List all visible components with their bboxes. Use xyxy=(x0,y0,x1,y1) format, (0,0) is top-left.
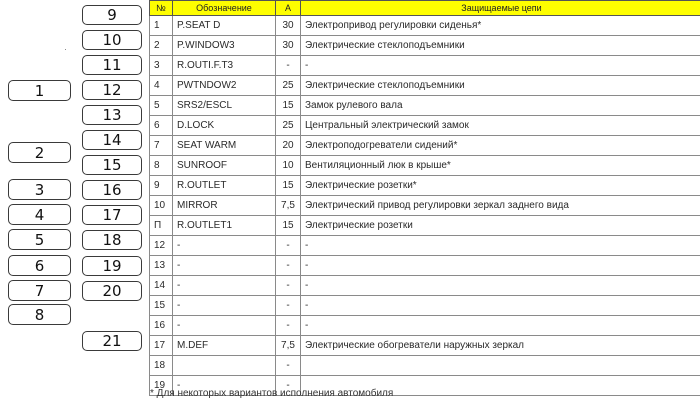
table-row xyxy=(150,256,700,276)
stray-dot: · xyxy=(148,348,151,358)
cell-circuit: Электрические стеклоподъемники xyxy=(301,36,700,56)
stray-dot: · xyxy=(64,44,67,54)
footnote: * Для некоторых вариантов исполнения автомобиля xyxy=(150,388,394,399)
table-row xyxy=(150,336,700,356)
table-row xyxy=(150,76,700,96)
cell-amperage: - xyxy=(276,376,301,396)
cell-circuit: - xyxy=(301,56,700,76)
cell-amperage: 30 xyxy=(276,16,301,36)
cell-designation: R.OUTLET xyxy=(173,176,276,196)
fuse-6: 6 xyxy=(8,255,71,276)
cell-amperage: 15 xyxy=(276,216,301,236)
table-row xyxy=(150,136,700,156)
cell-number: 13 xyxy=(150,256,173,276)
cell-number: 2 xyxy=(150,36,173,56)
cell-circuit: - xyxy=(301,316,700,336)
cell-number: 8 xyxy=(150,156,173,176)
cell-designation: - xyxy=(173,256,276,276)
cell-amperage: 25 xyxy=(276,76,301,96)
cell-designation: P.SEAT D xyxy=(173,16,276,36)
fuse-17: 17 xyxy=(82,205,142,225)
cell-circuit: Электрический привод регулировки зеркал заднего вида xyxy=(301,196,700,216)
cell-designation: P.WINDOW3 xyxy=(173,36,276,56)
cell-amperage: - xyxy=(276,256,301,276)
cell-amperage: 20 xyxy=(276,136,301,156)
fuse-2: 2 xyxy=(8,142,71,163)
fuse-12: 12 xyxy=(82,80,142,100)
fuse-15: 15 xyxy=(82,155,142,175)
cell-circuit: Электрические розетки xyxy=(301,216,700,236)
cell-number: 5 xyxy=(150,96,173,116)
table-row xyxy=(150,96,700,116)
cell-designation: SRS2/ESCL xyxy=(173,96,276,116)
cell-circuit: Центральный электрический замок xyxy=(301,116,700,136)
table-row xyxy=(150,116,700,136)
table-header-row xyxy=(150,1,700,16)
cell-number: 14 xyxy=(150,276,173,296)
fuse-1: 1 xyxy=(8,80,71,101)
cell-designation: - xyxy=(173,236,276,256)
fuse-5: 5 xyxy=(8,229,71,250)
fuse-11: 11 xyxy=(82,55,142,75)
cell-amperage: 15 xyxy=(276,176,301,196)
table-row xyxy=(150,276,700,296)
cell-amperage: 7,5 xyxy=(276,336,301,356)
cell-number: 7 xyxy=(150,136,173,156)
table-row xyxy=(150,56,700,76)
cell-amperage: - xyxy=(276,236,301,256)
cell-number: 19 xyxy=(150,376,173,396)
cell-designation: SUNROOF xyxy=(173,156,276,176)
header-amperage: A xyxy=(276,1,301,16)
header-circuits: Защищаемые цепи xyxy=(301,1,700,16)
cell-circuit: - xyxy=(301,276,700,296)
cell-number: 6 xyxy=(150,116,173,136)
cell-circuit: Электрические стеклоподъемники xyxy=(301,76,700,96)
fuse-7: 7 xyxy=(8,280,71,301)
fuse-16: 16 xyxy=(82,180,142,200)
table-row xyxy=(150,316,700,336)
fuse-20: 20 xyxy=(82,281,142,301)
table-row xyxy=(150,196,700,216)
cell-designation: SEAT WARM xyxy=(173,136,276,156)
table-row xyxy=(150,36,700,56)
cell-number: 17 xyxy=(150,336,173,356)
cell-designation: - xyxy=(173,376,276,396)
cell-designation: - xyxy=(173,276,276,296)
cell-circuit: - xyxy=(301,256,700,276)
fuse-10: 10 xyxy=(82,30,142,50)
cell-number: П xyxy=(150,216,173,236)
cell-designation: - xyxy=(173,296,276,316)
cell-amperage: 7,5 xyxy=(276,196,301,216)
table-row xyxy=(150,216,700,236)
cell-amperage: - xyxy=(276,56,301,76)
fuse-9: 9 xyxy=(82,5,142,25)
cell-number: 10 xyxy=(150,196,173,216)
table-row xyxy=(150,356,700,376)
header-number: № xyxy=(150,1,173,16)
cell-amperage: - xyxy=(276,316,301,336)
cell-circuit: Электропривод регулировки сиденья* xyxy=(301,16,700,36)
cell-circuit: - xyxy=(301,236,700,256)
fuse-21: 21 xyxy=(82,331,142,351)
cell-number: 16 xyxy=(150,316,173,336)
table-row xyxy=(150,16,700,36)
cell-number: 18 xyxy=(150,356,173,376)
cell-circuit xyxy=(301,356,700,376)
cell-circuit: Вентиляционный люк в крыше* xyxy=(301,156,700,176)
cell-designation: R.OUTLET1 xyxy=(173,216,276,236)
fuse-19: 19 xyxy=(82,256,142,276)
cell-amperage: - xyxy=(276,296,301,316)
cell-number: 15 xyxy=(150,296,173,316)
cell-number: 4 xyxy=(150,76,173,96)
cell-number: 1 xyxy=(150,16,173,36)
fuse-table xyxy=(149,0,700,396)
table-row xyxy=(150,176,700,196)
fuse-8: 8 xyxy=(8,304,71,325)
cell-number: 9 xyxy=(150,176,173,196)
table-row xyxy=(150,156,700,176)
cell-designation: PWTNDOW2 xyxy=(173,76,276,96)
table-row xyxy=(150,236,700,256)
cell-designation: R.OUTI.F.T3 xyxy=(173,56,276,76)
cell-designation xyxy=(173,356,276,376)
cell-circuit: - xyxy=(301,296,700,316)
cell-designation: - xyxy=(173,316,276,336)
cell-circuit: Электроподогреватели сидений* xyxy=(301,136,700,156)
cell-designation: M.DEF xyxy=(173,336,276,356)
fuse-13: 13 xyxy=(82,105,142,125)
fuse-18: 18 xyxy=(82,230,142,250)
table-row xyxy=(150,296,700,316)
fuse-14: 14 xyxy=(82,130,142,150)
fuse-4: 4 xyxy=(8,204,71,225)
cell-amperage: 25 xyxy=(276,116,301,136)
cell-amperage: 15 xyxy=(276,96,301,116)
cell-designation: MIRROR xyxy=(173,196,276,216)
cell-number: 12 xyxy=(150,236,173,256)
fuse-3: 3 xyxy=(8,179,71,200)
cell-number: 3 xyxy=(150,56,173,76)
cell-amperage: - xyxy=(276,356,301,376)
cell-designation: D.LOCK xyxy=(173,116,276,136)
cell-amperage: 30 xyxy=(276,36,301,56)
cell-amperage: - xyxy=(276,276,301,296)
cell-circuit: Электрические обогреватели наружных зеркал xyxy=(301,336,700,356)
header-designation: Обозначение xyxy=(173,1,276,16)
cell-circuit: Электрические розетки* xyxy=(301,176,700,196)
cell-amperage: 10 xyxy=(276,156,301,176)
cell-circuit: Замок рулевого вала xyxy=(301,96,700,116)
